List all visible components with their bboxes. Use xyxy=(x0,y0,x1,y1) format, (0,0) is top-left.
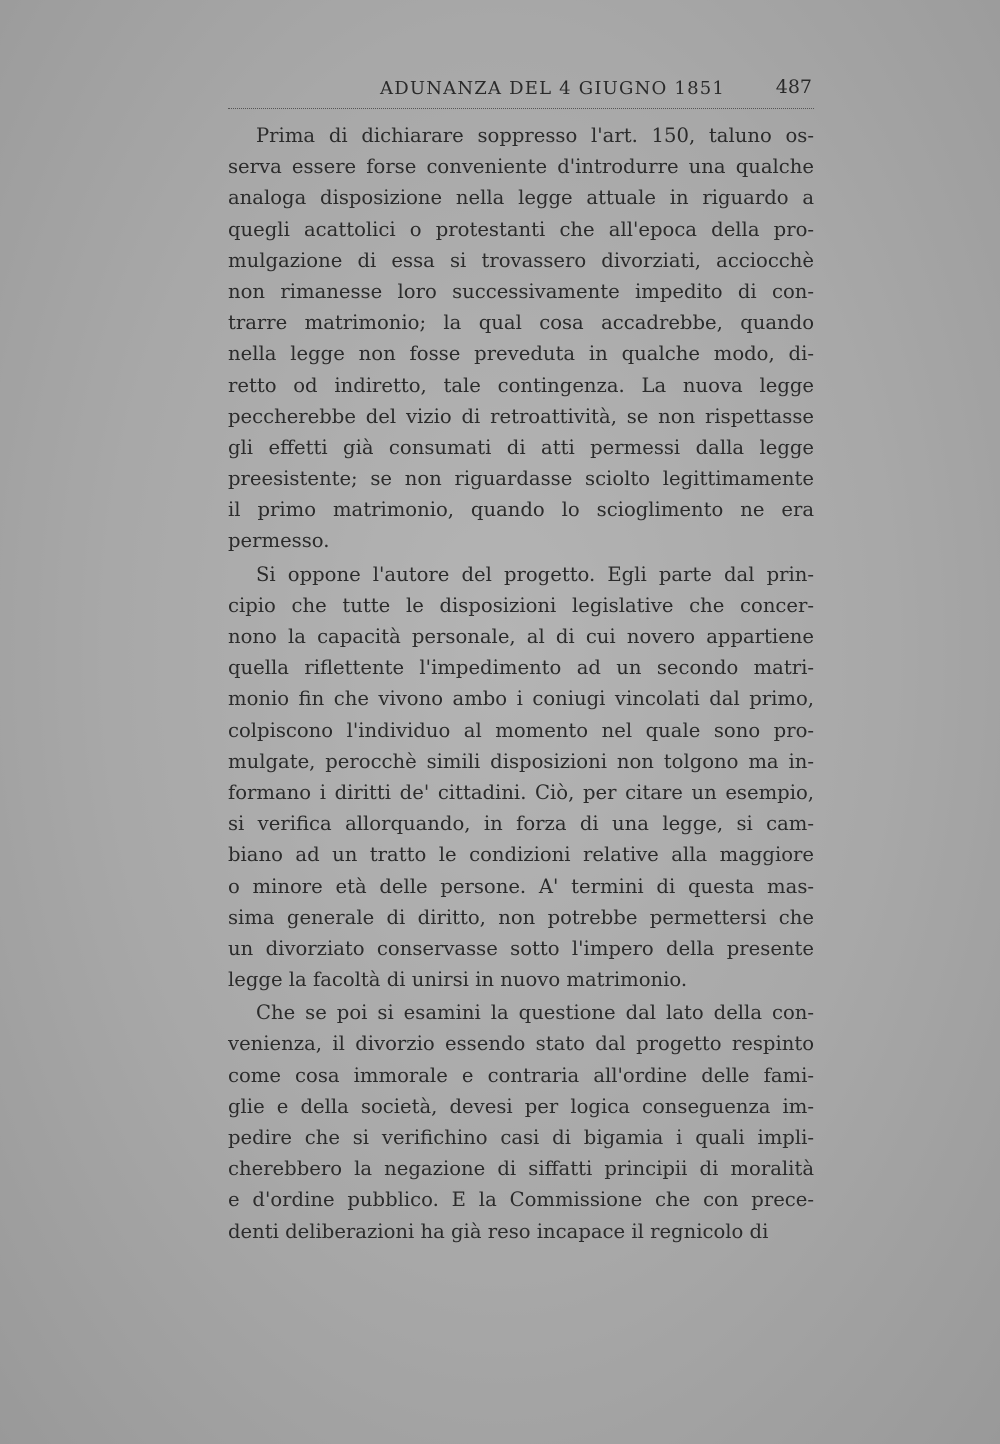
text-line: venienza, il divorzio essendo stato dal progetto respinto xyxy=(228,1032,814,1056)
text-line: nella legge non fosse preveduta in qualche modo, di- xyxy=(228,342,814,366)
text-line: analoga disposizione nella legge attuale in riguardo a xyxy=(228,186,814,210)
text-line: nono la capacità personale, al di cui novero appartiene xyxy=(228,625,814,648)
text-line: un divorziato conservasse sotto l'impero della presente xyxy=(228,936,814,960)
text-line: permesso. xyxy=(228,529,330,553)
text-line: legge la facoltà di unirsi in nuovo matrimonio. xyxy=(228,968,688,992)
text-line: sima generale di diritto, non potrebbe permettersi che xyxy=(228,905,814,929)
body-text xyxy=(228,120,814,1247)
text-line: cherebbero la negazione di siffatti principii di moralità xyxy=(228,1157,814,1181)
text-line: formano i diritti de' cittadini. Ciò, per citare un esempio, xyxy=(228,780,814,804)
header-rule xyxy=(228,108,814,109)
running-title: ADUNANZA DEL 4 GIUGNO 1851 xyxy=(380,78,726,99)
text-line: trarre matrimonio; la qual cosa accadrebbe, quando xyxy=(228,311,814,335)
text-line: Si oppone l'autore del progetto. Egli parte dal prin- xyxy=(256,562,814,586)
text-line: quegli acattolici o protestanti che all'epoca della pro- xyxy=(228,217,814,241)
text-line: Che se poi si esamini la questione dal lato della con- xyxy=(256,1001,814,1025)
text-line: non rimanesse loro successivamente impedito di con- xyxy=(228,279,814,303)
text-line: biano ad un tratto le condizioni relative alla maggiore xyxy=(228,843,814,867)
text-line: come cosa immorale e contraria all'ordine delle fami- xyxy=(228,1063,814,1087)
text-line: cipio che tutte le disposizioni legislative che concer- xyxy=(228,593,814,617)
text-line: Prima di dichiarare soppresso l'art. 150, taluno os- xyxy=(256,124,814,147)
text-line: peccherebbe del vizio di retroattività, se non rispettasse xyxy=(228,404,814,428)
text-line: mulgazione di essa si trovassero divorziati, acciocchè xyxy=(228,248,814,272)
text-line: glie e della società, devesi per logica conseguenza im- xyxy=(228,1094,814,1118)
text-line: gli effetti già consumati di atti permessi dalla legge xyxy=(228,435,814,459)
text-line: retto od indiretto, tale contingenza. La nuova legge xyxy=(228,373,814,397)
text-line: serva essere forse conveniente d'introdurre una qualche xyxy=(228,155,814,179)
text-line: preesistente; se non riguardasse sciolto legittimamente xyxy=(228,467,814,491)
text-line: il primo matrimonio, quando lo scioglimento ne era xyxy=(228,498,814,522)
text-line: e d'ordine pubblico. E la Commissione che con prece- xyxy=(228,1188,814,1212)
page-number: 487 xyxy=(775,76,812,98)
text-line: quella riflettente l'impedimento ad un secondo matri- xyxy=(228,656,814,680)
text-line: colpiscono l'individuo al momento nel quale sono pro- xyxy=(228,718,814,742)
text-line: mulgate, perocchè simili disposizioni non tolgono ma in- xyxy=(228,749,814,773)
text-line: o minore età delle persone. A' termini di questa mas- xyxy=(228,874,814,898)
text-line: pedire che si verifichino casi di bigamia i quali impli- xyxy=(228,1126,814,1149)
running-head xyxy=(228,74,814,104)
text-line: monio fin che vivono ambo i coniugi vincolati dal primo, xyxy=(228,687,814,711)
text-line: si verifica allorquando, in forza di una legge, si cam- xyxy=(228,812,814,836)
text-line: denti deliberazioni ha già reso incapace il regnicolo di xyxy=(228,1219,769,1243)
